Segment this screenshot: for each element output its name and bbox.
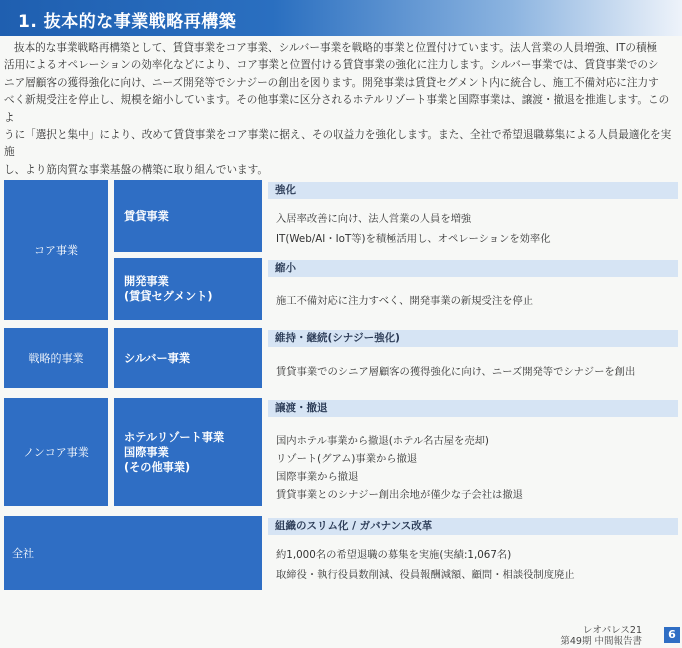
- business-international-label: 国際事業: [124, 445, 169, 459]
- noncore-item: リゾート(グアム)事業から撤退: [276, 453, 418, 465]
- company-item: 約1,000名の希望退職の募集を実施(実績:1,067名): [276, 549, 512, 561]
- rental-item: IT(Web/AI・IoT等)を積極活用し、オペレーションを効率化: [276, 233, 551, 245]
- business-hotel-label: ホテルリゾート事業: [124, 430, 225, 444]
- company-item: 取締役・執行役員数削減、役員報酬減額、顧問・相談役制度廃止: [276, 569, 575, 581]
- development-item: 施工不備対応に注力すべく、開発事業の新規受注を停止: [276, 295, 534, 307]
- development-heading: 縮小: [268, 260, 678, 277]
- silver-heading: 維持・継続(シナジー強化): [268, 330, 678, 347]
- business-other-label: (その他事業): [124, 460, 191, 474]
- category-company-label: 全社: [12, 547, 34, 560]
- intro-line: ニア層顧客の獲得強化に向け、ニーズ開発等でシナジーの創出を図ります。開発事業は賃貸セグメント内に統合し、施工不備対応に注力す: [4, 76, 659, 89]
- category-noncore-label: ノンコア事業: [23, 446, 89, 459]
- section-header: [0, 0, 682, 36]
- section-title: 1. 抜本的な事業戦略再構築: [18, 12, 237, 32]
- brand-name: レオパレス21: [582, 625, 642, 636]
- page-number: 6: [664, 627, 680, 643]
- company-heading: 組織のスリム化 / ガバナンス改革: [268, 518, 678, 535]
- category-core: [4, 180, 108, 320]
- business-development: [114, 258, 262, 320]
- rental-details: [268, 180, 678, 252]
- noncore-details: [268, 398, 678, 506]
- category-strategic-label: 戦略的事業: [28, 352, 84, 365]
- intro-line: 抜本的な事業戦略再構築として、賃貸事業をコア事業、シルバー事業を戦略的事業と位置付けています。法人営業の人員増強、ITの積極: [14, 42, 658, 54]
- noncore-item: 国際事業から撤退: [276, 471, 359, 483]
- business-silver: [114, 328, 262, 388]
- intro-line: し、より筋肉質な事業基盤の構築に取り組んでいます。: [4, 163, 268, 176]
- category-core-label: コア事業: [34, 244, 78, 257]
- company-details: [268, 516, 678, 590]
- footer-brand: [560, 625, 642, 647]
- noncore-item: 国内ホテル事業から撤退(ホテル名古屋を売却): [276, 435, 489, 447]
- category-noncore: [4, 398, 108, 506]
- rental-item: 入居率改善に向け、法人営業の人員を増強: [276, 213, 472, 225]
- category-strategic: [4, 328, 108, 388]
- silver-item: 賃貸事業でのシニア層顧客の獲得強化に向け、ニーズ開発等でシナジーを創出: [276, 366, 636, 378]
- business-hotel-international: [114, 398, 262, 506]
- business-development-label-1: 開発事業: [124, 275, 169, 288]
- category-company: [4, 516, 262, 590]
- business-development-label-2: (賃貸セグメント): [124, 290, 213, 303]
- business-silver-label: シルバー事業: [124, 351, 191, 365]
- noncore-heading: 譲渡・撤退: [268, 400, 678, 417]
- business-rental-label: 賃貸事業: [124, 209, 169, 223]
- rental-heading: 強化: [268, 182, 678, 199]
- intro-line: うに「選択と集中」により、改めて賃貸事業をコア事業に据え、その収益力を強化します。また、全社で希望退職募集による人員最適化を実施: [4, 129, 672, 159]
- development-details: [268, 258, 678, 320]
- intro-line: 活用によるオペレーションの効率化などにより、コア事業と位置付ける賃貸事業の強化に注力します。シルバー事業では、賃貸事業でのシ: [4, 59, 659, 72]
- business-rental: [114, 180, 262, 252]
- intro-paragraph: [4, 40, 676, 179]
- noncore-item: 賃貸事業とのシナジー創出余地が僅少な子会社は撤退: [276, 489, 523, 501]
- silver-details: [268, 328, 678, 388]
- report-name: 第49期 中間報告書: [560, 636, 642, 647]
- intro-line: べく新規受注を停止し、規模を縮小しています。その他事業に区分されるホテルリゾート事業と国際事業は、譲渡・撤退を推進します。このよ: [4, 94, 670, 124]
